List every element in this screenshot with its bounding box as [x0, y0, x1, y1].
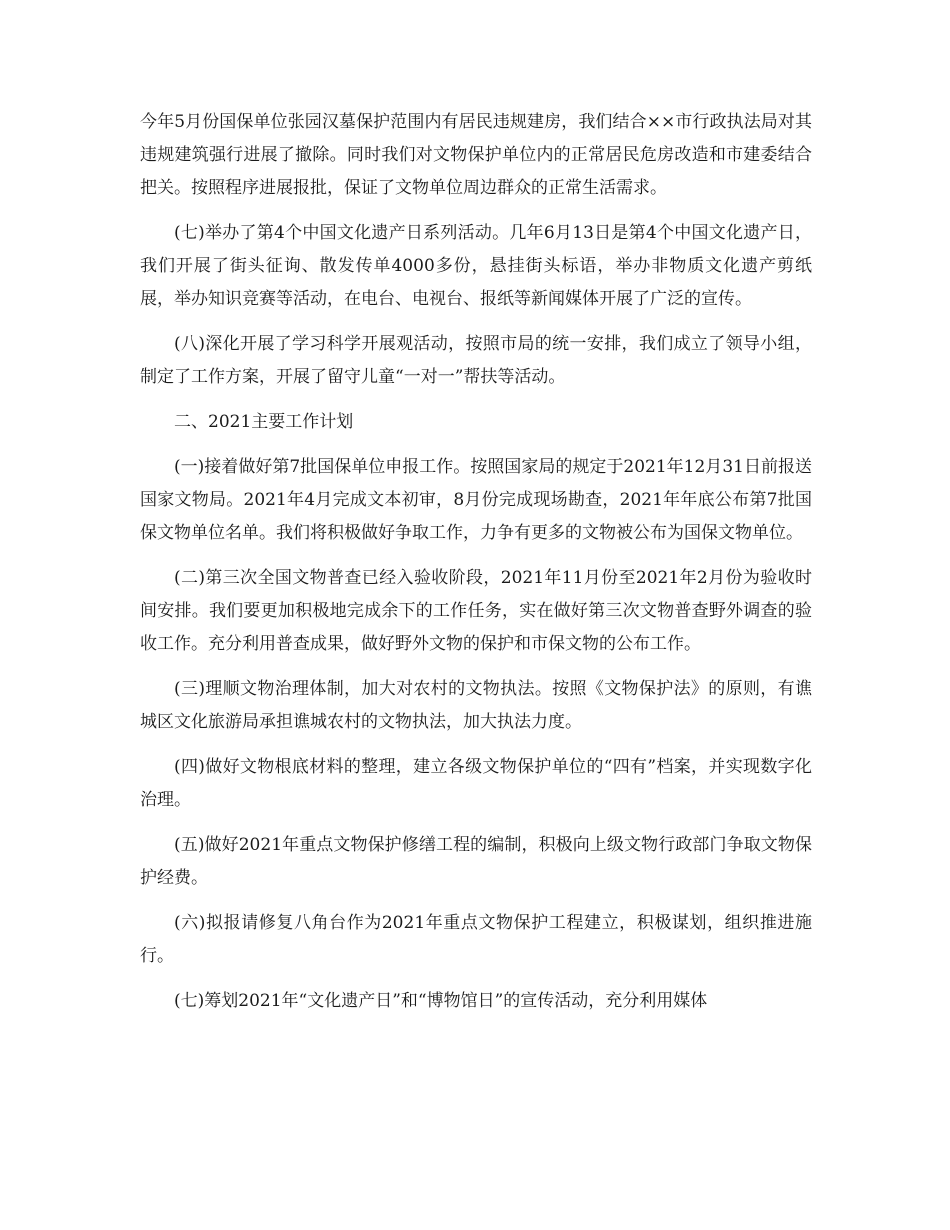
paragraph-3: (八)深化开展了学习科学开展观活动，按照市局的统一安排，我们成立了领导小组，制定了工作方案，开展了留守儿童“一对一”帮扶等活动。 [140, 334, 812, 387]
paragraph-5: (一)接着做好第7批国保单位申报工作。按照国家局的规定于2021年12月31日前报送国家文物局。2021年4月完成文本初审，8月份完成现场勘查，2021年年底公布第7批国保文物单位名单。我们将积极做好争取工作，力争有更多的文物被公布为国保文物单位。 [140, 457, 812, 543]
paragraph-1: 今年5月份国保单位张园汉墓保护范围内有居民违规建房，我们结合××市行政执法局对其违规建筑强行进展了撤除。同时我们对文物保护单位内的正常居民危房改造和市建委结合把关。按照程序进展报批，保证了文物单位周边群众的正常生活需求。 [140, 112, 812, 198]
paragraph-2: (七)举办了第4个中国文化遗产日系列活动。几年6月13日是第4个中国文化遗产日，我们开展了街头征询、散发传单4000多份，悬挂街头标语，举办非物质文化遗产剪纸展，举办知识竞赛等活动，在电台、电视台、报纸等新闻媒体开展了广泛的宣传。 [140, 223, 812, 309]
section-heading: 二、2021主要工作计划 [174, 412, 354, 432]
paragraph-11: (七)筹划2021年“文化遗产日”和“博物馆日”的宣传活动，充分利用媒体 [174, 991, 708, 1011]
paragraph-9: (五)做好2021年重点文物保护修缮工程的编制，积极向上级文物行政部门争取文物保护经费。 [140, 835, 812, 888]
paragraph-8: (四)做好文物根底材料的整理，建立各级文物保护单位的“四有”档案，并实现数字化治理。 [140, 757, 812, 810]
document-page [140, 106, 812, 1030]
paragraph-10: (六)拟报请修复八角台作为2021年重点文物保护工程建立，积极谋划，组织推进施行。 [140, 913, 812, 966]
paragraph-6: (二)第三次全国文物普查已经入验收阶段，2021年11月份至2021年2月份为验收时间安排。我们要更加积极地完成余下的工作任务，实在做好第三次文物普查野外调查的验收工作。充分利用普查成果，做好野外文物的保护和市保文物的公布工作。 [140, 568, 812, 654]
paragraph-7: (三)理顺文物治理体制，加大对农村的文物执法。按照《文物保护法》的原则，有谯城区文化旅游局承担谯城农村的文物执法，加大执法力度。 [140, 679, 812, 732]
